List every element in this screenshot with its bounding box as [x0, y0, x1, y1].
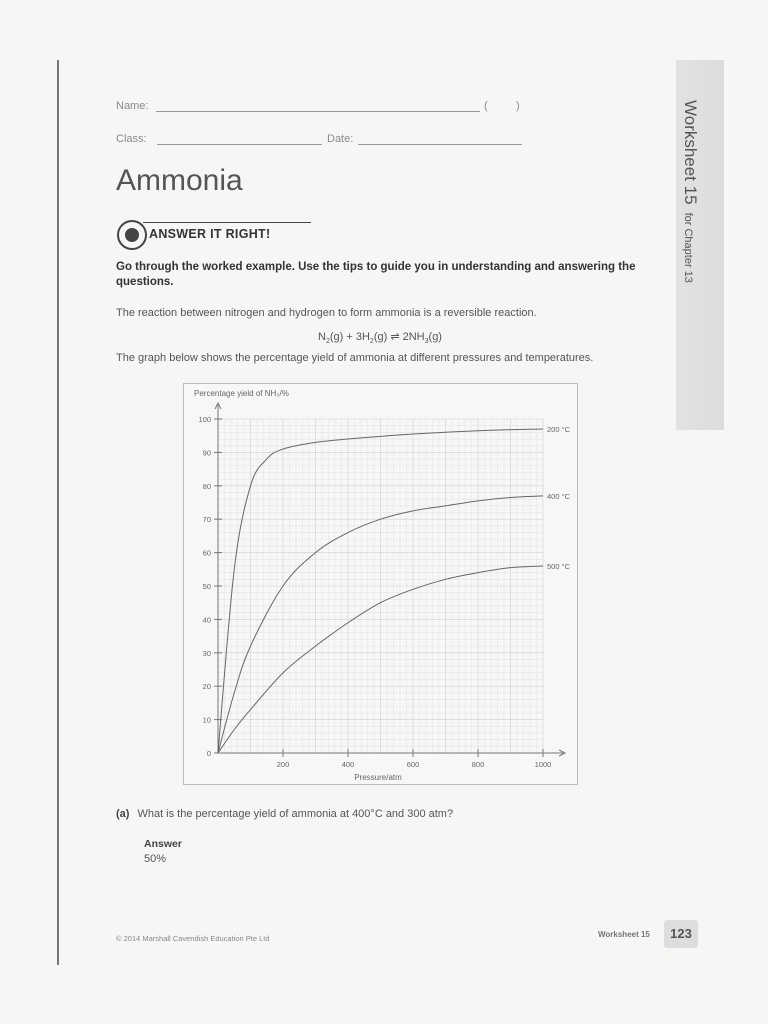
yield-chart [183, 383, 578, 785]
question-text: What is the percentage yield of ammonia at 400°C and 300 atm? [137, 808, 454, 820]
x-tick-label: 1000 [534, 760, 552, 769]
y-tick-label: 10 [202, 715, 211, 725]
reaction-equation: $N_2(g) + 3H_2(g)$ ⇌ $2NH_3(g)$ [318, 331, 442, 346]
x-tick-label: 400 [341, 760, 355, 769]
y-tick-label: 90 [202, 448, 211, 458]
y-tick-label: 80 [202, 481, 211, 491]
class-field-line[interactable] [157, 144, 322, 145]
series-label: 400 °C [547, 491, 571, 501]
x-tick-label: 200 [276, 760, 290, 769]
answer-value: 50% [144, 853, 167, 865]
graph-intro-text: The graph below shows the percentage yield of ammonia at different pressures and temperatures. [116, 352, 594, 364]
badge-label: ANSWER IT RIGHT! [149, 227, 271, 241]
binding-line [57, 60, 59, 965]
instruction-text: Go through the worked example. Use the tips to guide you in understanding and answering the questions. [116, 261, 636, 288]
answer-it-right-badge [115, 218, 310, 250]
footer-worksheet: Worksheet 15 [598, 930, 650, 939]
intro-text: The reaction between nitrogen and hydrogen to form ammonia is a reversible reaction. [116, 307, 537, 319]
footer-copyright: © 2014 Marshall Cavendish Education Pte Ltd [116, 934, 270, 943]
class-label: Class: [116, 133, 147, 145]
chart-xlabel: Pressure/atm [354, 773, 402, 782]
answer-heading: Answer [144, 838, 182, 850]
series-label: 500 °C [547, 561, 571, 571]
page-number: 123 [664, 920, 698, 948]
x-tick-label: 600 [406, 760, 420, 769]
side-tab-sub: for Chapter 13 [682, 212, 694, 283]
date-field-line[interactable] [358, 144, 522, 145]
y-tick-label: 100 [198, 415, 211, 424]
badge-rule [143, 222, 311, 223]
y-tick-label: 50 [202, 582, 211, 591]
answer-icon [117, 220, 147, 250]
y-tick-label: 60 [202, 548, 211, 558]
paren-close: ) [516, 100, 520, 112]
question-label: (a) [116, 808, 130, 820]
side-tab-main: Worksheet 15 [681, 100, 700, 205]
chart-ylabel: Percentage yield of NH₃/% [194, 389, 289, 398]
y-tick-label: 20 [202, 682, 211, 692]
question-a [116, 808, 453, 820]
y-tick-label: 0 [206, 749, 211, 758]
y-tick-label: 30 [202, 648, 211, 658]
x-tick-label: 800 [471, 760, 485, 769]
name-label: Name: [116, 100, 149, 112]
date-label: Date: [327, 133, 354, 145]
y-tick-label: 40 [202, 615, 211, 625]
series-label: 200 °C [547, 425, 571, 435]
y-tick-label: 70 [202, 515, 211, 525]
name-field-line[interactable] [156, 111, 480, 112]
paren-open: ( [484, 100, 488, 112]
page-title: Ammonia [116, 164, 243, 197]
